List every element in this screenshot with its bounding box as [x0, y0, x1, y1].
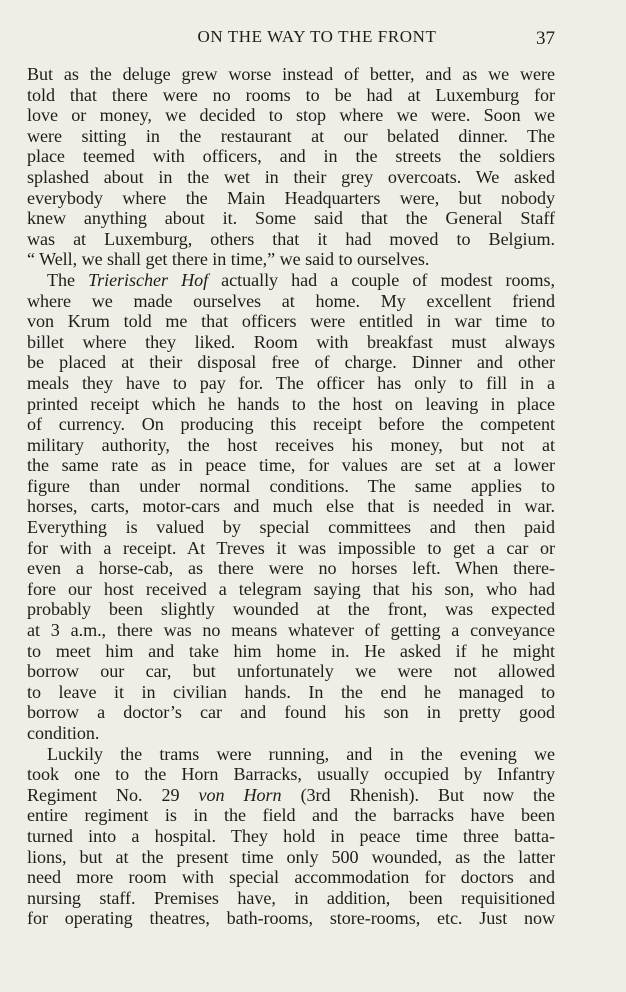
text-run: at 3 a.m., there was no means whatever of getting a conveyance — [27, 620, 555, 641]
text-run: The — [47, 269, 89, 290]
text-run: took one to the Horn Barracks, usually occupied by Infantry — [27, 764, 555, 785]
text-line — [27, 517, 555, 538]
text-run: probably been slightly wounded at the front, was expected — [27, 599, 555, 620]
text-line — [27, 332, 555, 353]
text-line — [27, 620, 555, 641]
text-run: were sitting in the restaurant at our belated dinner. The — [27, 125, 555, 146]
text-run: borrow our car, but unfortunately we were not allowed — [27, 661, 555, 682]
text-line — [27, 126, 555, 147]
text-run: Luckily the trams were running, and in the evening we — [47, 743, 555, 764]
text-run: von Krum told me that officers were entitled in war time to — [27, 311, 555, 332]
text-line — [27, 311, 555, 332]
text-line — [27, 599, 555, 620]
text-run: figure than under normal conditions. The same applies to — [27, 475, 555, 496]
text-line — [27, 85, 555, 106]
text-run: billet where they liked. Room with breakfast must always — [27, 331, 555, 352]
paragraph — [27, 744, 555, 929]
text-line — [27, 805, 555, 826]
text-line — [27, 661, 555, 682]
text-run: for with a receipt. At Treves it was impossible to get a car or — [27, 537, 555, 558]
text-line — [27, 867, 555, 888]
text-run: where we made ourselves at home. My excellent friend — [27, 290, 555, 311]
text-line — [27, 188, 555, 209]
text-run: Everything is valued by special committees and then paid — [27, 517, 555, 538]
text-line — [27, 291, 555, 312]
page-header — [27, 27, 555, 51]
text-line — [27, 888, 555, 909]
text-run: was at Luxemburg, others that it had moved to Belgium. — [27, 228, 555, 249]
text-line — [27, 476, 555, 497]
text-line — [27, 249, 555, 270]
text-run: nursing staff. Premises have, in addition, been requisitioned — [27, 887, 555, 908]
text-line — [27, 435, 555, 456]
text-line — [27, 496, 555, 517]
text-line — [27, 558, 555, 579]
text-line — [27, 702, 555, 723]
text-run: borrow a doctor’s car and found his son in pretty good — [27, 702, 555, 723]
text-line — [27, 270, 555, 291]
text-run: told that there were no rooms to be had at Luxemburg for — [27, 84, 555, 105]
text-line — [27, 414, 555, 435]
text-line — [27, 208, 555, 229]
text-run: printed receipt which he hands to the host on leaving in place — [27, 393, 555, 414]
text-line — [27, 229, 555, 250]
text-run: meals they have to pay for. The officer has only to fill in a — [27, 372, 555, 393]
italic-text: von Horn — [198, 784, 282, 805]
text-run: military authority, the host receives his money, but not at — [27, 434, 555, 455]
text-line — [27, 744, 555, 765]
text-line — [27, 764, 555, 785]
text-run: the same rate as in peace time, for values are set at a lower — [27, 455, 555, 476]
text-run: Regiment No. 29 — [27, 784, 199, 805]
text-line — [27, 146, 555, 167]
text-run: for operating theatres, bath-rooms, store-rooms, etc. Just now — [27, 908, 555, 929]
text-run: splashed about in the wet in their grey overcoats. We asked — [27, 166, 555, 187]
text-run: actually had a couple of modest rooms, — [208, 269, 555, 290]
text-run: to meet him and take him home in. He asked if he might — [27, 640, 555, 661]
text-line — [27, 538, 555, 559]
text-run: “ Well, we shall get there in time,” we said to ourselves. — [27, 249, 430, 270]
text-run: love or money, we decided to stop where we were. Soon we — [27, 105, 555, 126]
text-run: horses, carts, motor-cars and much else that is needed in war. — [27, 496, 555, 517]
text-run: turned into a hospital. They hold in peace time three batta- — [27, 825, 555, 846]
text-line — [27, 455, 555, 476]
text-line — [27, 847, 555, 868]
text-run: place teemed with officers, and in the streets the soldiers — [27, 146, 555, 167]
text-run: of currency. On producing this receipt before the competent — [27, 414, 555, 435]
text-line — [27, 826, 555, 847]
italic-text: Trierischer Hof — [88, 269, 209, 290]
text-line — [27, 373, 555, 394]
text-line — [27, 641, 555, 662]
text-line — [27, 682, 555, 703]
text-run: lions, but at the present time only 500 wounded, as the latter — [27, 846, 555, 867]
page-number: 37 — [536, 28, 555, 49]
text-line — [27, 908, 555, 929]
text-run: (3rd Rhenish). But now the — [281, 784, 556, 805]
text-line — [27, 394, 555, 415]
text-run: need more room with special accommodation for doctors and — [27, 867, 555, 888]
text-run: everybody where the Main Headquarters were, but nobody — [27, 187, 555, 208]
body-text — [27, 64, 555, 929]
text-run: condition. — [27, 723, 100, 743]
text-line — [27, 579, 555, 600]
text-line — [27, 105, 555, 126]
text-run: be placed at their disposal free of charge. Dinner and other — [27, 352, 555, 373]
text-run: to leave it in civilian hands. In the end he managed to — [27, 681, 555, 702]
text-run: fore our host received a telegram saying that his son, who had — [27, 578, 555, 599]
text-line — [27, 167, 555, 188]
text-line — [27, 64, 555, 85]
running-title: ON THE WAY TO THE FRONT — [197, 27, 437, 46]
text-run: knew anything about it. Some said that the General Staff — [27, 208, 555, 229]
text-line — [27, 723, 555, 744]
text-run: even a horse-cab, as there were no horses left. When there- — [27, 558, 555, 579]
text-run: But as the deluge grew worse instead of better, and as we were — [27, 64, 555, 84]
paragraph — [27, 270, 555, 744]
paragraph — [27, 64, 555, 270]
text-run: entire regiment is in the field and the barracks have been — [27, 805, 555, 826]
text-line — [27, 352, 555, 373]
text-line — [27, 785, 555, 806]
